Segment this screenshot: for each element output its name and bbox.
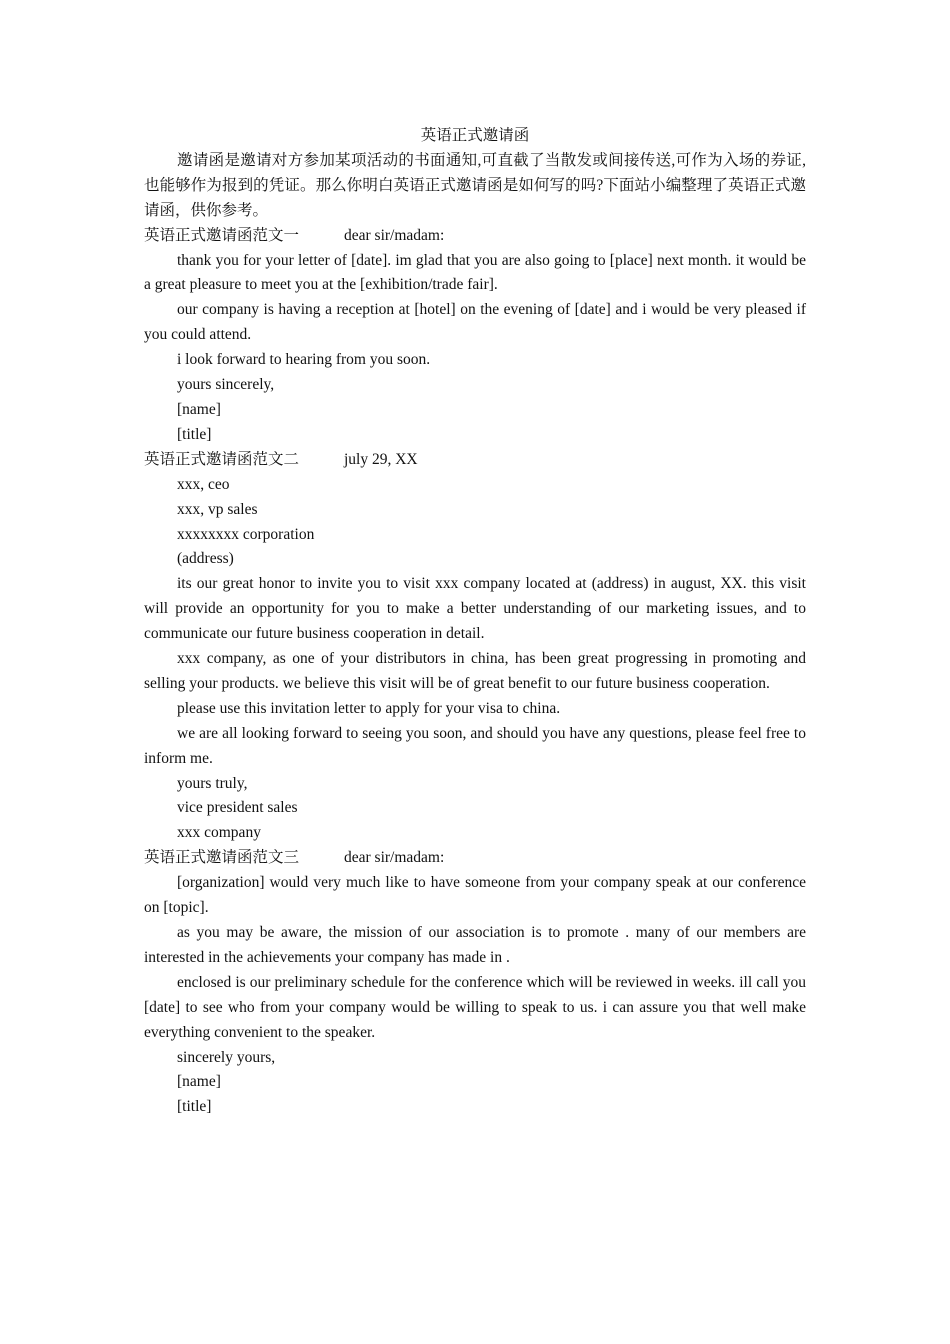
sample3-name: [name]	[177, 1073, 221, 1091]
sample1-paragraph-2: our company is having a reception at [hotel] on the evening of [date] and i would be very pleased if you could attend.	[144, 301, 806, 344]
sample2-paragraph-1: its our great honor to invite you to visit xxx company located at (address) in august, XX. this visit will provide an opportunity for you to make a better understanding of our marketing issues, and to communicate our future business cooperation in detail.	[144, 575, 806, 643]
sample2-recipient-1: xxx, ceo	[177, 475, 230, 493]
sample2-signer-company: xxx company	[177, 824, 261, 842]
sample1-title: [title]	[177, 425, 212, 443]
sample2-paragraph-3: we are all looking forward to seeing you soon, and should you have any questions, please feel free to inform me.	[144, 724, 806, 767]
sample2-heading-row	[144, 448, 806, 473]
sample2-visa-line: please use this invitation letter to apply for your visa to china.	[177, 699, 561, 717]
sample1-closing-line: i look forward to hearing from you soon.	[177, 351, 431, 369]
sample1-salutation: dear sir/madam:	[344, 226, 445, 244]
sample1-name: [name]	[177, 400, 221, 418]
sample3-signoff: sincerely yours,	[177, 1048, 276, 1066]
sample3-title: [title]	[177, 1098, 212, 1116]
sample1-heading-row	[144, 224, 806, 249]
sample1-paragraph-1: thank you for your letter of [date]. im glad that you are also going to [place] next month. it would be a great pleasure to meet you at the [exhibition/trade fair].	[144, 251, 806, 294]
sample2-heading: 英语正式邀请函范文二	[144, 450, 300, 468]
sample1-heading: 英语正式邀请函范文一	[144, 226, 300, 244]
document-title: 英语正式邀请函	[420, 127, 530, 144]
sample3-paragraph-3: enclosed is our preliminary schedule for the conference which will be reviewed in weeks. ill call you [date] to see who from your company would be willing to speak to us. i can assure you that well make everything convenient to the speaker.	[144, 973, 806, 1041]
document-page	[144, 124, 806, 1120]
sample1-signoff: yours sincerely,	[177, 376, 275, 394]
sample3-paragraph-1: [organization] would very much like to have someone from your company speak at our conference on [topic].	[144, 874, 806, 917]
sample2-recipient-2: xxx, vp sales	[177, 500, 258, 518]
sample3-heading: 英语正式邀请函范文三	[144, 849, 300, 867]
sample2-date: july 29, XX	[344, 450, 418, 468]
sample2-paragraph-2: xxx company, as one of your distributors in china, has been great progressing in promoting and selling your products. we believe this visit will be of great benefit to our future business cooperation.	[144, 650, 806, 692]
sample2-signoff: yours truly,	[177, 774, 248, 792]
sample3-salutation: dear sir/madam:	[344, 849, 445, 867]
sample2-address: (address)	[177, 550, 234, 568]
sample2-company: xxxxxxxx corporation	[177, 525, 315, 543]
sample3-heading-row	[144, 846, 806, 871]
intro-paragraph: 邀请函是邀请对方参加某项活动的书面通知,可直截了当散发或间接传送,可作为入场的券证,也能够作为报到的凭证。那么你明白英语正式邀请函是如何写的吗?下面站小编整理了英语正式邀请函，供你参考。	[144, 151, 806, 219]
sample3-paragraph-2: as you may be aware, the mission of our association is to promote . many of our members are interested in the achievements your company has made in .	[144, 924, 806, 966]
sample2-signer-title: vice president sales	[177, 799, 298, 817]
